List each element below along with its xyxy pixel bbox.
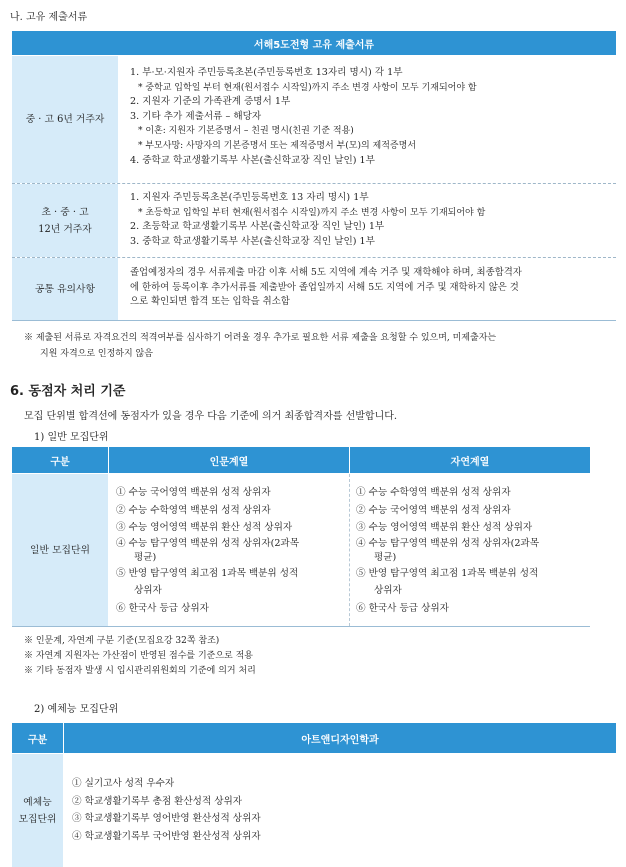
list-item: ⑥ 한국사 등급 상위자 (116, 602, 209, 614)
table2-row-label (12, 754, 63, 867)
list-item: 1. 부·모·지원자 주민등록초본(주민등록번호 13자리 명시) 각 1부 (130, 67, 403, 78)
section-6-title: 6. 동점자 처리 기준 (10, 384, 126, 399)
docs-row-content-12yr (130, 191, 485, 249)
list-item: * 중학교 입학일 부터 현재(원서접수 시작일)까지 주소 변경 사항이 모두 기재되어야 함 (138, 82, 477, 93)
list-item: ① 실기고사 성적 우수자 (72, 778, 175, 789)
table1-col-label: 구분 (12, 447, 108, 473)
sub1-title: 1) 일반 모집단위 (34, 432, 109, 443)
list-item: 3. 중학교 학교생활기록부 사본(출신학교장 직인 날인) 1부 (130, 235, 375, 247)
list-item: ③ 수능 영어영역 백분위 환산 성적 상위자 (116, 522, 293, 533)
list-item: ③ 학교생활기록부 영어반영 환산성적 상위자 (72, 813, 261, 824)
list-item: 에 한하여 등록이후 추가서류를 제출받아 졸업일까지 서해 5도 지역에 거주 및 재학하지 않은 것 (130, 281, 519, 293)
note-line: ※ 기타 동점자 발생 시 입시관리위원회의 기준에 의거 처리 (24, 666, 256, 676)
docs-row-content-6yr (130, 66, 477, 168)
list-item: 3. 기타 추가 제출서류 – 해당자 (130, 110, 262, 122)
table2-items (72, 775, 261, 845)
table2-col-dept: 아트앤디자인학과 (64, 723, 616, 753)
list-item: ③ 수능 영어영역 백분위 환산 성적 상위자 (356, 522, 533, 533)
table1-col-science: 자연계열 (350, 447, 590, 473)
table1-row-label: 일반 모집단위 (12, 474, 108, 626)
list-item: ② 학교생활기록부 총점 환산성적 상위자 (72, 795, 243, 807)
docs-note-1: ※ 제출된 서류로 자격요건의 적격여부를 심사하기 어려울 경우 추가로 필요한 서류 제출을 요청할 수 있으며, 미제출자는 (24, 333, 497, 343)
divider (12, 320, 616, 321)
table2-col-label: 구분 (12, 723, 63, 753)
table1-col-humanities: 인문계열 (109, 447, 349, 473)
list-item: 4. 중학교 학교생활기록부 사본(출신학교장 직인 날인) 1부 (130, 154, 375, 166)
list-item: ② 수능 수학영역 백분위 성적 상위자 (116, 504, 271, 516)
table1-science-list (356, 484, 539, 617)
list-item: * 부모사망: 사망자의 기본증명서 또는 제적증명서 부(모)의 제적증명서 (138, 140, 417, 151)
list-item: 평균) (374, 551, 397, 563)
list-item: ⑤ 반영 탐구영역 최고점 1과목 백분위 성적 (356, 567, 539, 579)
divider (12, 626, 590, 627)
docs-row-content-common (130, 266, 522, 310)
label-line: 예체능 (23, 796, 52, 808)
list-item: * 초등학교 입학일 부터 현재(원서접수 시작일)까지 주소 변경 사항이 모두 기재되어야 함 (138, 207, 486, 218)
list-item: 상위자 (374, 585, 402, 596)
docs-row-label-12yr (12, 184, 118, 257)
label-line: 12년 거주자 (38, 223, 92, 235)
divider (349, 474, 350, 626)
list-item: 졸업예정자의 경우 서류제출 마감 이후 서해 5도 지역에 계속 거주 및 재학해야 하며, 최종합격자 (130, 267, 522, 278)
list-item: 으로 확인되면 합격 또는 입학을 취소함 (130, 296, 290, 308)
list-item: ④ 학교생활기록부 국어반영 환산성적 상위자 (72, 830, 261, 842)
list-item: ⑥ 한국사 등급 상위자 (356, 602, 449, 614)
label-line: 초 · 중 · 고 (41, 206, 89, 218)
sub2-title: 2) 예체능 모집단위 (34, 704, 119, 715)
note-line: ※ 인문계, 자연계 구분 기준(모집요강 32쪽 참조) (24, 636, 220, 646)
list-item: 평균) (134, 551, 157, 563)
list-item: 2. 초등학교 학교생활기록부 사본(출신학교장 직인 날인) 1부 (130, 221, 385, 233)
label-line: 모집단위 (18, 813, 57, 825)
table1-notes (24, 634, 256, 679)
list-item: ④ 수능 탐구영역 백분위 성적 상위자(2과목 (356, 537, 539, 549)
list-item: 상위자 (134, 585, 162, 596)
list-item: ① 수능 국어영역 백분위 성적 상위자 (116, 487, 271, 498)
list-item: ④ 수능 탐구영역 백분위 성적 상위자(2과목 (116, 537, 299, 549)
docs-table-header: 서해5도전형 고유 제출서류 (12, 31, 616, 55)
note-line: ※ 자연계 지원자는 가산점이 반영된 점수를 기준으로 적용 (24, 651, 253, 661)
list-item: * 이혼: 지원자 기본증명서 – 친권 명시(친권 기준 적용) (138, 126, 354, 137)
list-item: 1. 지원자 주민등록초본(주민등록번호 13 자리 명시) 1부 (130, 192, 369, 203)
section-na-title: 나. 고유 제출서류 (10, 12, 88, 23)
docs-row-label-common: 공통 유의사항 (12, 258, 118, 320)
docs-note-2: 지원 자격으로 인정하지 않음 (40, 349, 153, 359)
list-item: 2. 지원자 기준의 가족관계 증명서 1부 (130, 96, 291, 108)
docs-row-label-6yr: 중 · 고 6년 거주자 (12, 56, 118, 183)
table1-humanities-list (116, 484, 299, 617)
list-item: ⑤ 반영 탐구영역 최고점 1과목 백분위 성적 (116, 567, 299, 579)
section-6-intro: 모집 단위별 합격선에 동점자가 있을 경우 다음 기준에 의거 최종합격자를 선발합니다. (24, 411, 398, 422)
list-item: ② 수능 국어영역 백분위 성적 상위자 (356, 504, 511, 516)
list-item: ① 수능 수학영역 백분위 성적 상위자 (356, 487, 511, 498)
